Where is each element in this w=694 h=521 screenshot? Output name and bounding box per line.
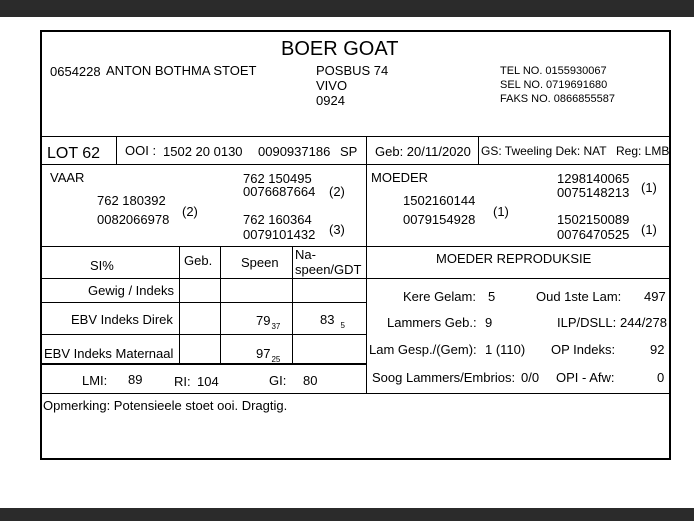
vaar-id: 762 180392 (97, 193, 166, 208)
opi-label: OPI - Afw: (556, 370, 615, 385)
divider-remarks (42, 393, 669, 394)
moeder-dam-mark: (1) (641, 222, 657, 237)
vaar-sire-id: 762 150495 (243, 171, 312, 186)
opi-value: 0 (657, 370, 665, 385)
ri-value: 104 (197, 374, 219, 389)
bottom-bar (0, 508, 694, 521)
reproduksie-divider (366, 278, 669, 279)
lot-label: LOT 62 (47, 145, 101, 162)
soog-label: Soog Lammers/Embrios: (372, 370, 516, 385)
row-maternaal-label: EBV Indeks Maternaal (44, 346, 174, 361)
lmi-label: LMI: (82, 373, 108, 388)
row-direk-label: EBV Indeks Direk (71, 312, 173, 327)
faks-number: FAKS NO. 0866855587 (500, 93, 615, 105)
vaar-sire-tag: 0076687664 (243, 184, 316, 199)
divider-pedigree-mid (366, 164, 367, 394)
lammers-value: 9 (485, 315, 493, 330)
naspeen-header-2: speen/GDT (295, 262, 362, 277)
divider-lot-bottom (42, 164, 669, 165)
si-col-2 (220, 246, 221, 363)
reproduksie-title: MOEDER REPRODUKSIE (436, 251, 592, 266)
moeder-mark: (1) (493, 204, 509, 219)
ooi-id: 1502 20 0130 (163, 144, 243, 159)
oud-label: Oud 1ste Lam: (536, 289, 622, 304)
gi-value: 80 (303, 373, 318, 388)
ilp-value: 244/278 (620, 315, 667, 330)
gi-label: GI: (269, 373, 287, 388)
lamgesp-label: Lam Gesp./(Gem): (369, 342, 477, 357)
kere-label: Kere Gelam: (403, 289, 476, 304)
row-direk-naspeen: 83 $_5$ (320, 312, 345, 330)
ooi-tag: 0090937186 (258, 144, 331, 159)
oud-value: 497 (644, 289, 666, 304)
lot-card (40, 30, 671, 460)
breeder-code: 0654228 (50, 64, 101, 79)
address-line-1: POSBUS 74 (316, 63, 389, 78)
moeder-tag: 0079154928 (403, 212, 476, 227)
gs-dek: GS: Tweeling Dek: NAT (481, 144, 607, 158)
ilp-label: ILP/DSLL: (557, 315, 617, 330)
op-value: 92 (650, 342, 665, 357)
soog-value: 0/0 (521, 370, 540, 385)
speen-header: Speen (241, 255, 279, 270)
vaar-sire-mark: (2) (329, 184, 345, 199)
vaar-dam-id: 762 160364 (243, 212, 312, 227)
si-row-1 (42, 278, 366, 279)
page-title: BOER GOAT (281, 38, 399, 60)
si-col-1 (179, 246, 180, 363)
naspeen-header-1: Na- (295, 247, 316, 262)
si-row-3 (42, 334, 366, 335)
address-line-3: 0924 (316, 93, 345, 108)
sel-number: SEL NO. 0719691680 (500, 79, 608, 91)
divider-lot-v1 (116, 136, 117, 164)
vaar-dam-tag: 0079101432 (243, 227, 316, 242)
moeder-sire-mark: (1) (641, 180, 657, 195)
ooi-label: OOI : (125, 143, 157, 158)
registration: Reg: LMB (616, 144, 670, 158)
address-line-2: VIVO (316, 78, 348, 93)
kere-value: 5 (488, 289, 496, 304)
divider-lot-v3 (478, 136, 479, 164)
divider-lot-v2 (366, 136, 367, 164)
si-header: SI% (90, 258, 114, 273)
moeder-sire-tag: 0075148213 (557, 185, 630, 200)
vaar-label: VAAR (50, 170, 85, 185)
tel-number: TEL NO. 0155930067 (500, 65, 607, 77)
divider-si-top (42, 246, 669, 247)
top-bar (0, 0, 694, 17)
breeder-name: ANTON BOTHMA STOET (106, 63, 257, 78)
lamgesp-value: 1 (110) (485, 342, 526, 357)
si-col-3 (292, 246, 293, 363)
moeder-label: MOEDER (371, 170, 429, 185)
lmi-value: 89 (128, 372, 143, 387)
divider-breeder (42, 136, 669, 137)
vaar-dam-mark: (3) (329, 222, 345, 237)
moeder-id: 1502160144 (403, 193, 476, 208)
row-direk-speen: $79_{37}$ (256, 313, 281, 331)
row-gewig-label: Gewig / Indeks (88, 283, 174, 298)
si-row-4 (42, 363, 366, 365)
ooi-suffix: SP (340, 144, 358, 159)
moeder-sire-id: 1298140065 (557, 171, 630, 186)
vaar-mark: (2) (182, 204, 198, 219)
si-row-2 (42, 302, 366, 303)
ri-label: RI: (174, 374, 191, 389)
op-label: OP Indeks: (551, 342, 616, 357)
row-maternaal-speen: $97_{25}$ (256, 346, 281, 364)
vaar-tag: 0082066978 (97, 212, 170, 227)
remarks: Opmerking: Potensieele stoet ooi. Dragtig. (43, 398, 288, 413)
geb-header: Geb. (184, 253, 213, 268)
lammers-label: Lammers Geb.: (387, 315, 477, 330)
birth-date: Geb: 20/11/2020 (375, 144, 471, 159)
moeder-dam-id: 1502150089 (557, 212, 630, 227)
moeder-dam-tag: 0076470525 (557, 227, 630, 242)
